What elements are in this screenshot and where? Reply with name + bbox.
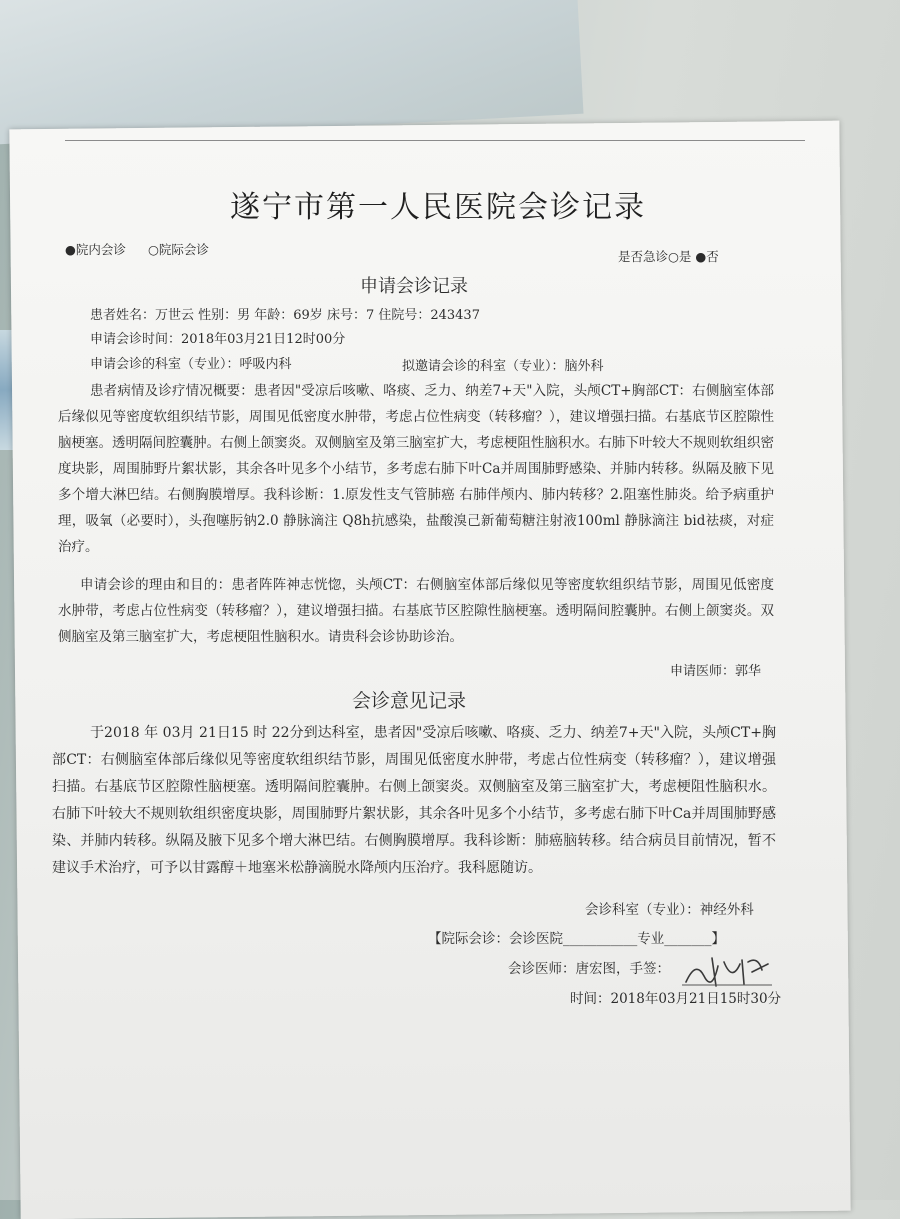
document-title: 遂宁市第一人民医院会诊记录 <box>230 190 646 225</box>
opinion-section-title: 会诊意见记录 <box>352 690 467 712</box>
invited-dept: 拟邀请会诊的科室（专业）：脑外科 <box>402 359 604 374</box>
inner-consult-option: ●院内会诊 <box>65 242 126 257</box>
opinion-body: 于2018 年 03月 21日15 时 22分到达科室，患者因"受凉后咳嗽、咯痰、乏力、纳差7+天"入院，头颅CT+胸部CT：右侧脑室体部后缘似见等密度软组织结节影，周围见低密度水肿带，考虑占位性病变（转移瘤？），建议增强扫描。右基底节区腔隙性脑梗塞。透明隔间腔囊肿。右侧上颌窦炎。双侧脑室及第三脑室扩大，考虑梗阻性脑积水。右肺下叶较大不规则软组织密度块影，周围肺野片絮状影，其余各叶见多个小结节，多考虑右肺下叶Ca并周围肺野感染、并肺内转移。纵隔及腋下见多个增大淋巴结。右侧胸膜增厚。我科诊断：肺癌脑转移。结合病员目前情况，暂不建议手术治疗，可予以甘露醇＋地塞米松静滴脱水降颅内压治疗。我科愿随访。 <box>52 725 776 876</box>
urgent-option: 是否急诊○是 ●否 <box>618 249 719 264</box>
outer-consult-option: ○院际会诊 <box>148 242 209 257</box>
consult-time: 时间：2018年03月21日15时30分 <box>570 991 782 1007</box>
handwritten-signature <box>682 952 772 992</box>
patient-info: 患者姓名：万世云 性别：男 年龄：69岁 床号：7 住院号：243437 <box>90 308 480 323</box>
case-summary: 患者病情及诊疗情况概要：患者因"受凉后咳嗽、咯痰、乏力、纳差7+天"入院，头颅CT+胸部CT：右侧脑室体部后缘似见等密度软组织结节影，周围见低密度水肿带，考虑占位性病变（转移瘤？），建议增强扫描。右基底节区腔隙性脑梗塞。透明隔间腔囊肿。右侧上颌窦炎。双侧脑室及第三脑室扩大，考虑梗阻性脑积水。右肺下叶较大不规则软组织密度块影，周围肺野片絮状影，其余各叶见多个小结节，多考虑右肺下叶Ca并周围肺野感染、并肺内转移。纵隔及腋下见多个增大淋巴结。右侧胸膜增厚。我科诊断：1.原发性支气管肺癌 右肺伴颅内、肺内转移？2.阻塞性肺炎。给予病重护理，吸氧（必要时），头孢噻肟钠2.0 静脉滴注 Q8h抗感染，盐酸溴己新葡萄糖注射液100ml 静脉滴注 bid祛痰，对症治疗。 <box>58 383 774 555</box>
application-time: 申请会诊时间：2018年03月21日12时00分 <box>90 332 346 347</box>
consult-doctor: 会诊医师：唐宏图，手签： <box>508 961 670 977</box>
consult-reason: 申请会诊的理由和目的：患者阵阵神志恍惚，头颅CT：右侧脑室体部后缘似见等密度软组织结节影，周围见低密度水肿带，考虑占位性病变（转移瘤？），建议增强扫描。右基底节区腔隙性脑梗塞。透明隔间腔囊肿。右侧上颌窦炎。双侧脑室及第三脑室扩大，考虑梗阻性脑积水。请贵科会诊协助诊治。 <box>58 577 774 645</box>
application-section-title: 申请会诊记录 <box>360 276 468 297</box>
consult-dept: 会诊科室（专业）：神经外科 <box>585 902 754 918</box>
top-rule <box>65 140 805 141</box>
requesting-dept: 申请会诊的科室（专业）：呼吸内科 <box>90 357 292 372</box>
requesting-doctor: 申请医师：郭华 <box>670 664 762 679</box>
external-consult-line: 【院际会诊：会诊医院___________专业_______】 <box>428 931 725 947</box>
